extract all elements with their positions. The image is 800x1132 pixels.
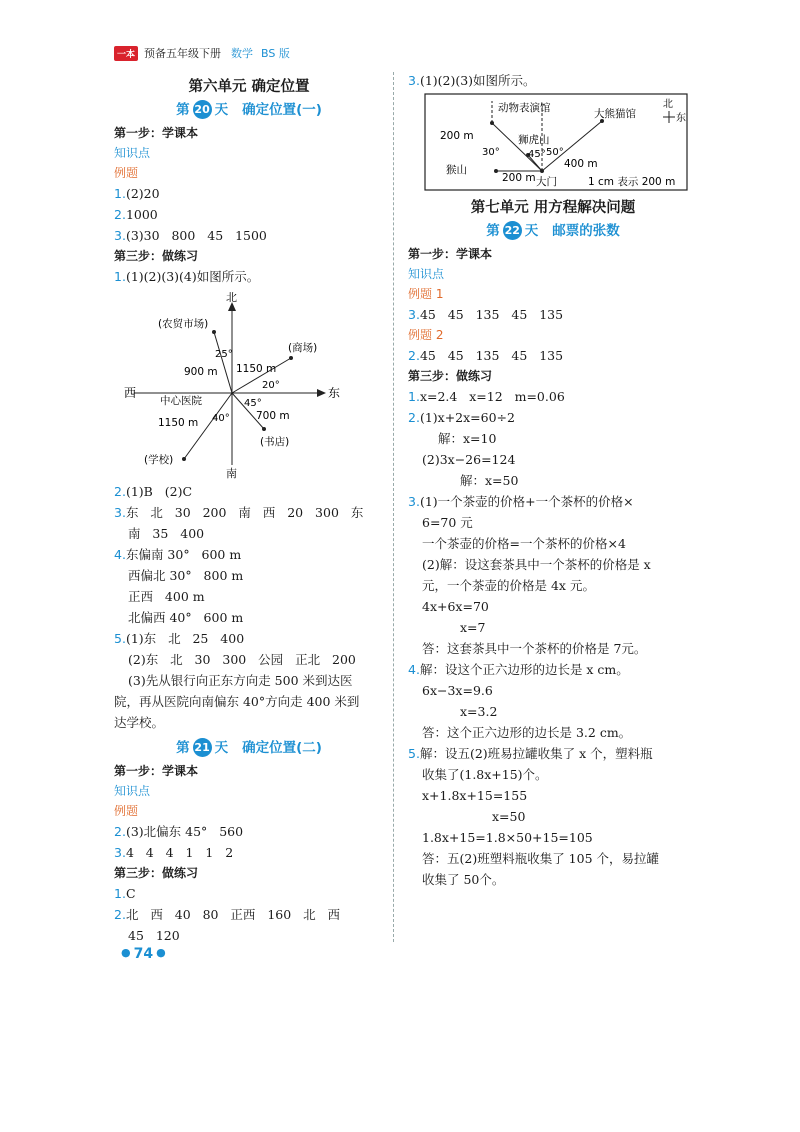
answer-line: 2.(1)B (2)C [114,484,193,499]
answer-line: 2.45 45 135 45 135 [408,348,564,363]
page-header [114,44,290,62]
answer-line: 元，一个茶壶的价格是 4x 元。 [422,578,595,593]
lion-label: 狮虎山 [518,134,550,146]
answer-line: 6=70 元 [422,515,473,530]
scale-label: 1 cm 表示 200 m [588,176,676,188]
market-label: (农贸市场) [158,318,209,330]
step1-heading: 第一步：学课本 [114,764,199,778]
answer-line: 答：五(2)班塑料瓶收集了 105 个，易拉罐 [422,851,660,866]
answer-line: x=50 [492,809,526,824]
angle-label: 40° [212,413,230,424]
answer-line: 2.(1)x+2x=60÷2 [408,410,515,425]
distance-label: 400 m [564,158,598,170]
answer-line: 北偏西 40° 600 m [128,610,244,625]
answer-line: 5.解：设五(2)班易拉罐收集了 x 个，塑料瓶 [408,746,653,761]
answer-line: 5.(1)东 北 25 400 [114,631,245,646]
answer-line: 1.C [114,886,136,901]
answer-line: 收集了 50个。 [422,872,505,887]
answer-line: 3.(3)30 800 45 1500 [114,228,267,243]
distance-label: 1150 m [236,363,277,375]
example-label: 例题 2 [408,328,444,342]
day-number-badge: 22 [503,221,522,240]
example-label: 例题 1 [408,287,444,301]
subject-label: 数学 [231,47,254,60]
answer-line: 南 35 400 [128,526,205,541]
knowledge-label: 知识点 [114,146,151,160]
step1-heading: 第一步：学课本 [408,247,493,261]
answer-line: 解：x=10 [438,431,497,446]
angle-label: 50° [546,147,564,158]
answer-line: 4x+6x=70 [422,599,489,614]
answer-line: 1.x=2.4 x=12 m=0.06 [408,389,565,404]
brand-logo: 一本 [114,46,138,61]
answer-line: 院，再从医院向南偏东 40°方向走 400 米到 [114,694,360,709]
east-label: 东 [328,386,341,400]
step3-heading: 第三步：做练习 [408,369,493,383]
angle-label: 25° [215,349,233,360]
answer-line: (2)东 北 30 300 公园 正北 200 [128,652,356,667]
angle-label: 45° [244,398,262,409]
school-label: (学校) [144,454,174,466]
step3-heading: 第三步：做练习 [114,866,199,880]
step3-heading: 第三步：做练习 [114,249,199,263]
answer-line: 4.东偏南 30° 600 m [114,547,242,562]
distance-label: 200 m [502,172,536,184]
zoo-show-label: 动物表演馆 [498,102,551,114]
answer-line: 4.解：设这个正六边形的边长是 x cm。 [408,662,629,677]
example-label: 例题 [114,166,139,180]
answer-line: 解：x=50 [460,473,519,488]
answer-line: 45 120 [128,928,180,943]
panda-label: 大熊猫馆 [594,108,636,120]
answer-line: 2.1000 [114,207,158,222]
west-label: 西 [124,386,137,400]
angle-label: 45° [528,149,546,160]
zoo-map-diagram [424,93,690,193]
step1-heading: 第一步：学课本 [114,126,199,140]
answer-line: (3)先从银行向正东方向走 500 米到达医 [128,673,353,688]
answer-line: 正西 400 m [128,589,205,604]
answer-line: 3.4 4 4 1 1 2 [114,845,234,860]
answer-line: 答：这套茶具中一个茶杯的价格是 7元。 [422,641,647,656]
answer-line: (2)解：设这套茶具中一个茶杯的价格是 x [422,557,651,572]
left-column [114,74,384,946]
book-title: 预备五年级下册 [144,47,222,60]
edition-label: BS 版 [261,47,290,60]
distance-label: 1150 m [158,417,199,429]
answer-line: 收集了(1.8x+15)个。 [422,767,548,782]
answer-line: 达学校。 [114,715,165,730]
distance-label: 700 m [256,410,290,422]
answer-line: (2)3x−26=124 [422,452,516,467]
example-label: 例题 [114,804,139,818]
day22-heading: 第 22 天 邮票的张数 [486,223,620,239]
answer-line: 3.45 45 135 45 135 [408,307,564,322]
center-label: 中心医院 [160,395,202,407]
unit6-title: 第六单元 确定位置 [188,79,310,95]
angle-label: 30° [482,147,500,158]
day20-heading: 第 20 天 确定位置(一) [176,102,322,118]
distance-label: 900 m [184,366,218,378]
distance-label: 200 m [440,130,474,142]
answer-line: 2.(3)北偏东 45° 560 [114,824,244,839]
day21-heading: 第 21 天 确定位置(二) [176,740,322,756]
monkey-label: 猴山 [446,164,467,176]
angle-label: 20° [262,380,280,391]
knowledge-label: 知识点 [114,784,151,798]
mall-label: (商场) [288,342,318,354]
page-number: ● 74 ● [121,946,166,962]
knowledge-label: 知识点 [408,267,445,281]
north-label: 北 [226,291,237,304]
bookstore-label: (书店) [260,436,290,448]
answer-line: 3.东 北 30 200 南 西 20 300 东 [114,505,364,520]
answer-line: 2.北 西 40 80 正西 160 北 西 [114,907,341,922]
answer-line: x=3.2 [460,704,498,719]
day-number-badge: 21 [193,738,212,757]
answer-line: 一个茶壶的价格=一个茶杯的价格×4 [422,536,626,551]
answer-line: 1.8x+15=1.8×50+15=105 [422,830,593,845]
answer-line: 3.(1)一个茶壶的价格+一个茶杯的价格× [408,494,634,509]
north-label: 北 [663,99,673,110]
column-divider [393,72,394,942]
gate-label: 大门 [536,176,557,188]
answer-line: x+1.8x+15=155 [422,788,528,803]
right-column [408,70,698,890]
answer-line: x=7 [460,620,486,635]
answer-line: 答：这个正六边形的边长是 3.2 cm。 [422,725,632,740]
answer-line: 1.(1)(2)(3)(4)如图所示。 [114,269,260,284]
answer-line: 3.(1)(2)(3)如图所示。 [408,73,536,88]
answer-line: 1.(2)20 [114,186,160,201]
answer-line: 6x−3x=9.6 [422,683,493,698]
south-label: 南 [226,467,237,479]
day-number-badge: 20 [193,100,212,119]
compass-diagram [114,289,374,479]
answer-line: 西偏北 30° 800 m [128,568,244,583]
east-label: 东 [676,113,686,124]
unit7-title: 第七单元 用方程解决问题 [470,200,636,216]
